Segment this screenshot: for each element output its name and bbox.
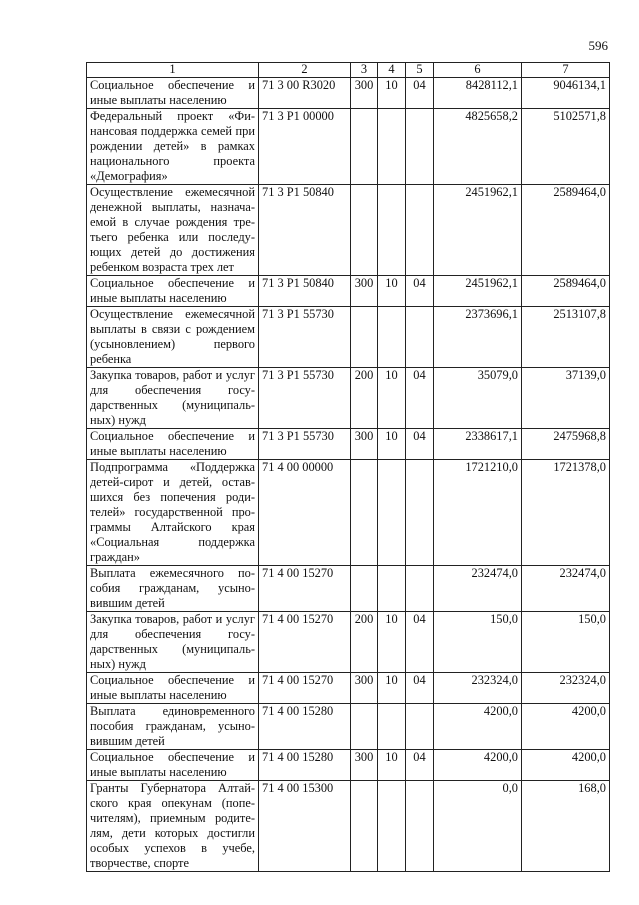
row-expense-type-cell: 300 bbox=[351, 429, 378, 460]
row-amount-year2-cell: 232324,0 bbox=[522, 673, 610, 704]
row-name-cell: Осуществление ежемесячной выплаты в связи с рождением (усыновлением) первого ребенка bbox=[87, 307, 259, 368]
row-section-cell: 10 bbox=[378, 78, 406, 109]
row-name-cell: Закупка товаров, работ и услуг для обеспечения государственных (муниципальных) нужд bbox=[87, 612, 259, 673]
row-code-cell: 71 4 00 15280 bbox=[259, 704, 351, 750]
row-name-cell: Выплата ежемесячного пособия гражданам, усыновившим детей bbox=[87, 566, 259, 612]
row-subsection-cell: 04 bbox=[406, 276, 434, 307]
row-amount-year1-cell: 4200,0 bbox=[434, 750, 522, 781]
header-row bbox=[87, 63, 610, 78]
row-amount-year1-cell: 232474,0 bbox=[434, 566, 522, 612]
table-row bbox=[87, 276, 610, 307]
table-row bbox=[87, 429, 610, 460]
row-amount-year2-cell: 2589464,0 bbox=[522, 276, 610, 307]
row-name-cell: Выплата единовременного пособия гражданам, усыновившим детей bbox=[87, 704, 259, 750]
row-name-cell: Осуществление ежемесячной денежной выплаты, назначаемой в случае рождения третьего ребенка или последующих детей до достижения ребенком возраста трех лет bbox=[87, 185, 259, 276]
row-amount-year2-cell: 4200,0 bbox=[522, 704, 610, 750]
row-amount-year2-cell: 232474,0 bbox=[522, 566, 610, 612]
row-amount-year2-cell: 4200,0 bbox=[522, 750, 610, 781]
table-row bbox=[87, 460, 610, 566]
row-section-cell bbox=[378, 109, 406, 185]
row-amount-year1-cell: 2451962,1 bbox=[434, 276, 522, 307]
row-amount-year1-cell: 2338617,1 bbox=[434, 429, 522, 460]
row-expense-type-cell: 300 bbox=[351, 78, 378, 109]
row-subsection-cell bbox=[406, 109, 434, 185]
row-amount-year1-cell: 150,0 bbox=[434, 612, 522, 673]
column-header-5: 5 bbox=[406, 63, 434, 78]
row-code-cell: 71 4 00 15270 bbox=[259, 612, 351, 673]
row-subsection-cell: 04 bbox=[406, 78, 434, 109]
table-row bbox=[87, 78, 610, 109]
table-row bbox=[87, 612, 610, 673]
row-expense-type-cell: 300 bbox=[351, 276, 378, 307]
row-amount-year2-cell: 2513107,8 bbox=[522, 307, 610, 368]
row-code-cell: 71 4 00 15300 bbox=[259, 781, 351, 872]
row-code-cell: 71 3 P1 50840 bbox=[259, 185, 351, 276]
row-subsection-cell: 04 bbox=[406, 368, 434, 429]
row-amount-year1-cell: 2451962,1 bbox=[434, 185, 522, 276]
row-name-cell: Социальное обеспечение и иные выплаты населению bbox=[87, 429, 259, 460]
row-amount-year1-cell: 2373696,1 bbox=[434, 307, 522, 368]
table-row bbox=[87, 185, 610, 276]
row-code-cell: 71 4 00 15270 bbox=[259, 673, 351, 704]
row-amount-year2-cell: 9046134,1 bbox=[522, 78, 610, 109]
table-row bbox=[87, 566, 610, 612]
row-section-cell bbox=[378, 704, 406, 750]
row-name-cell: Социальное обеспечение и иные выплаты населению bbox=[87, 78, 259, 109]
table-row bbox=[87, 750, 610, 781]
row-expense-type-cell bbox=[351, 109, 378, 185]
page-number: 596 bbox=[588, 38, 608, 53]
row-subsection-cell bbox=[406, 185, 434, 276]
row-expense-type-cell: 200 bbox=[351, 612, 378, 673]
table-body bbox=[87, 78, 610, 872]
row-code-cell: 71 3 P1 55730 bbox=[259, 429, 351, 460]
row-code-cell: 71 3 P1 55730 bbox=[259, 368, 351, 429]
row-section-cell: 10 bbox=[378, 612, 406, 673]
row-code-cell: 71 3 P1 50840 bbox=[259, 276, 351, 307]
row-subsection-cell bbox=[406, 307, 434, 368]
row-expense-type-cell bbox=[351, 460, 378, 566]
row-name-cell: Закупка товаров, работ и услуг для обеспечения государственных (муниципальных) нужд bbox=[87, 368, 259, 429]
row-expense-type-cell: 300 bbox=[351, 750, 378, 781]
row-expense-type-cell bbox=[351, 307, 378, 368]
row-section-cell: 10 bbox=[378, 673, 406, 704]
table-row bbox=[87, 307, 610, 368]
row-amount-year1-cell: 8428112,1 bbox=[434, 78, 522, 109]
row-section-cell: 10 bbox=[378, 750, 406, 781]
row-name-cell: Социальное обеспечение и иные выплаты населению bbox=[87, 673, 259, 704]
row-section-cell: 10 bbox=[378, 276, 406, 307]
table-row bbox=[87, 704, 610, 750]
column-header-4: 4 bbox=[378, 63, 406, 78]
row-subsection-cell: 04 bbox=[406, 673, 434, 704]
row-section-cell: 10 bbox=[378, 429, 406, 460]
budget-table bbox=[86, 62, 610, 872]
row-amount-year1-cell: 4200,0 bbox=[434, 704, 522, 750]
row-amount-year1-cell: 0,0 bbox=[434, 781, 522, 872]
row-code-cell: 71 4 00 00000 bbox=[259, 460, 351, 566]
row-amount-year2-cell: 1721378,0 bbox=[522, 460, 610, 566]
column-header-1: 1 bbox=[87, 63, 259, 78]
column-header-2: 2 bbox=[259, 63, 351, 78]
row-subsection-cell: 04 bbox=[406, 612, 434, 673]
column-header-7: 7 bbox=[522, 63, 610, 78]
row-section-cell bbox=[378, 781, 406, 872]
column-header-6: 6 bbox=[434, 63, 522, 78]
row-amount-year1-cell: 232324,0 bbox=[434, 673, 522, 704]
row-code-cell: 71 4 00 15270 bbox=[259, 566, 351, 612]
row-expense-type-cell bbox=[351, 566, 378, 612]
table-row bbox=[87, 781, 610, 872]
row-expense-type-cell: 200 bbox=[351, 368, 378, 429]
row-subsection-cell: 04 bbox=[406, 429, 434, 460]
row-code-cell: 71 4 00 15280 bbox=[259, 750, 351, 781]
row-code-cell: 71 3 00 R3020 bbox=[259, 78, 351, 109]
row-expense-type-cell bbox=[351, 781, 378, 872]
row-name-cell: Федеральный проект «Финансовая поддержка семей при рождении детей» в рамках национального проекта «Демография» bbox=[87, 109, 259, 185]
row-name-cell: Социальное обеспечение и иные выплаты населению bbox=[87, 276, 259, 307]
table-row bbox=[87, 673, 610, 704]
row-subsection-cell bbox=[406, 781, 434, 872]
row-amount-year2-cell: 168,0 bbox=[522, 781, 610, 872]
row-amount-year1-cell: 4825658,2 bbox=[434, 109, 522, 185]
row-section-cell: 10 bbox=[378, 368, 406, 429]
row-amount-year2-cell: 150,0 bbox=[522, 612, 610, 673]
row-expense-type-cell: 300 bbox=[351, 673, 378, 704]
row-name-cell: Гранты Губернатора Алтайского края опекунам (попечителям), приемным родителям, дети которых достигли особых успехов в учебе, творчестве, спорте bbox=[87, 781, 259, 872]
row-code-cell: 71 3 P1 00000 bbox=[259, 109, 351, 185]
table-row bbox=[87, 368, 610, 429]
column-header-3: 3 bbox=[351, 63, 378, 78]
row-expense-type-cell bbox=[351, 185, 378, 276]
row-name-cell: Социальное обеспечение и иные выплаты населению bbox=[87, 750, 259, 781]
row-name-cell: Подпрограмма «Поддержка детей-сирот и детей, оставшихся без попечения родителей» государственной программы Алтайского края «Социальная поддержка граждан» bbox=[87, 460, 259, 566]
row-amount-year2-cell: 2589464,0 bbox=[522, 185, 610, 276]
row-amount-year2-cell: 2475968,8 bbox=[522, 429, 610, 460]
row-section-cell bbox=[378, 185, 406, 276]
row-subsection-cell: 04 bbox=[406, 750, 434, 781]
row-section-cell bbox=[378, 460, 406, 566]
row-subsection-cell bbox=[406, 704, 434, 750]
row-subsection-cell bbox=[406, 460, 434, 566]
row-subsection-cell bbox=[406, 566, 434, 612]
row-amount-year1-cell: 1721210,0 bbox=[434, 460, 522, 566]
row-section-cell bbox=[378, 566, 406, 612]
table-row bbox=[87, 109, 610, 185]
row-section-cell bbox=[378, 307, 406, 368]
row-expense-type-cell bbox=[351, 704, 378, 750]
row-amount-year2-cell: 5102571,8 bbox=[522, 109, 610, 185]
row-code-cell: 71 3 P1 55730 bbox=[259, 307, 351, 368]
row-amount-year2-cell: 37139,0 bbox=[522, 368, 610, 429]
row-amount-year1-cell: 35079,0 bbox=[434, 368, 522, 429]
